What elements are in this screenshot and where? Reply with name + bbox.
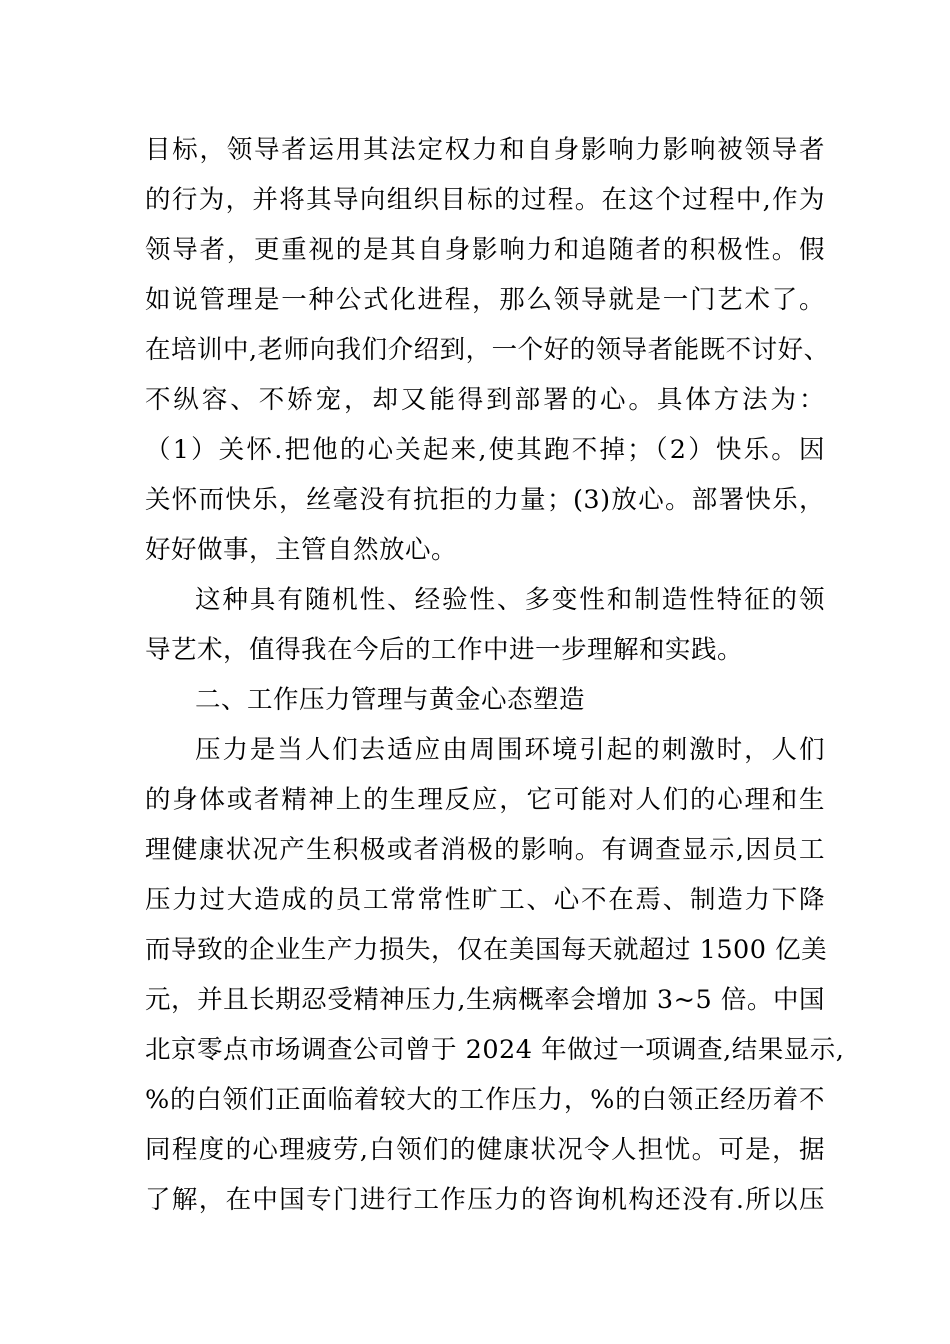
text-line-20: %的白领们正面临着较大的工作压力，%的白领正经历着不: [145, 1085, 825, 1115]
text-line-13: 压力是当人们去适应由周围环境引起的刺激时，人们: [195, 735, 825, 765]
text-line-8: 关怀而快乐，丝毫没有抗拒的力量；(3)放心。部署快乐，: [145, 485, 825, 515]
text-line-17: 而导致的企业生产力损失，仅在美国每天就超过 1500 亿美: [145, 935, 828, 965]
text-line-1: 目标，领导者运用其法定权力和自身影响力影响被领导者: [145, 135, 825, 165]
text-line-18: 元，并且长期忍受精神压力,生病概率会增加 3~5 倍。中国: [145, 985, 825, 1015]
text-line-15: 理健康状况产生积极或者消极的影响。有调查显示,因员工: [145, 835, 825, 865]
text-line-16: 压力过大造成的员工常常性旷工、心不在焉、制造力下降: [145, 885, 825, 915]
text-line-6: 不纵容、不娇宠，却又能得到部署的心。具体方法为：: [145, 385, 825, 415]
text-line-5: 在培训中,老师向我们介绍到，一个好的领导者能既不讨好、: [145, 335, 830, 365]
text-line-4: 如说管理是一种公式化进程，那么领导就是一门艺术了。: [145, 285, 825, 315]
text-line-9: 好好做事，主管自然放心。: [145, 535, 458, 565]
section-heading: 二、工作压力管理与黄金心态塑造: [195, 685, 586, 715]
text-line-21: 同程度的心理疲劳,白领们的健康状况令人担忧。可是，据: [145, 1135, 825, 1165]
text-line-22: 了解，在中国专门进行工作压力的咨询机构还没有.所以压: [145, 1185, 825, 1215]
text-line-3: 领导者，更重视的是其自身影响力和追随者的积极性。假: [145, 235, 825, 265]
text-line-7: （1）关怀.把他的心关起来,使其跑不掉；（2）快乐。因: [145, 435, 825, 465]
text-line-2: 的行为，并将其导向组织目标的过程。在这个过程中,作为: [145, 185, 825, 215]
text-line-11: 导艺术，值得我在今后的工作中进一步理解和实践。: [145, 635, 744, 665]
text-line-19: 北京零点市场调查公司曾于 2024 年做过一项调查,结果显示,: [145, 1035, 845, 1065]
text-line-14: 的身体或者精神上的生理反应，它可能对人们的心理和生: [145, 785, 825, 815]
text-line-10: 这种具有随机性、经验性、多变性和制造性特征的领: [195, 585, 825, 615]
